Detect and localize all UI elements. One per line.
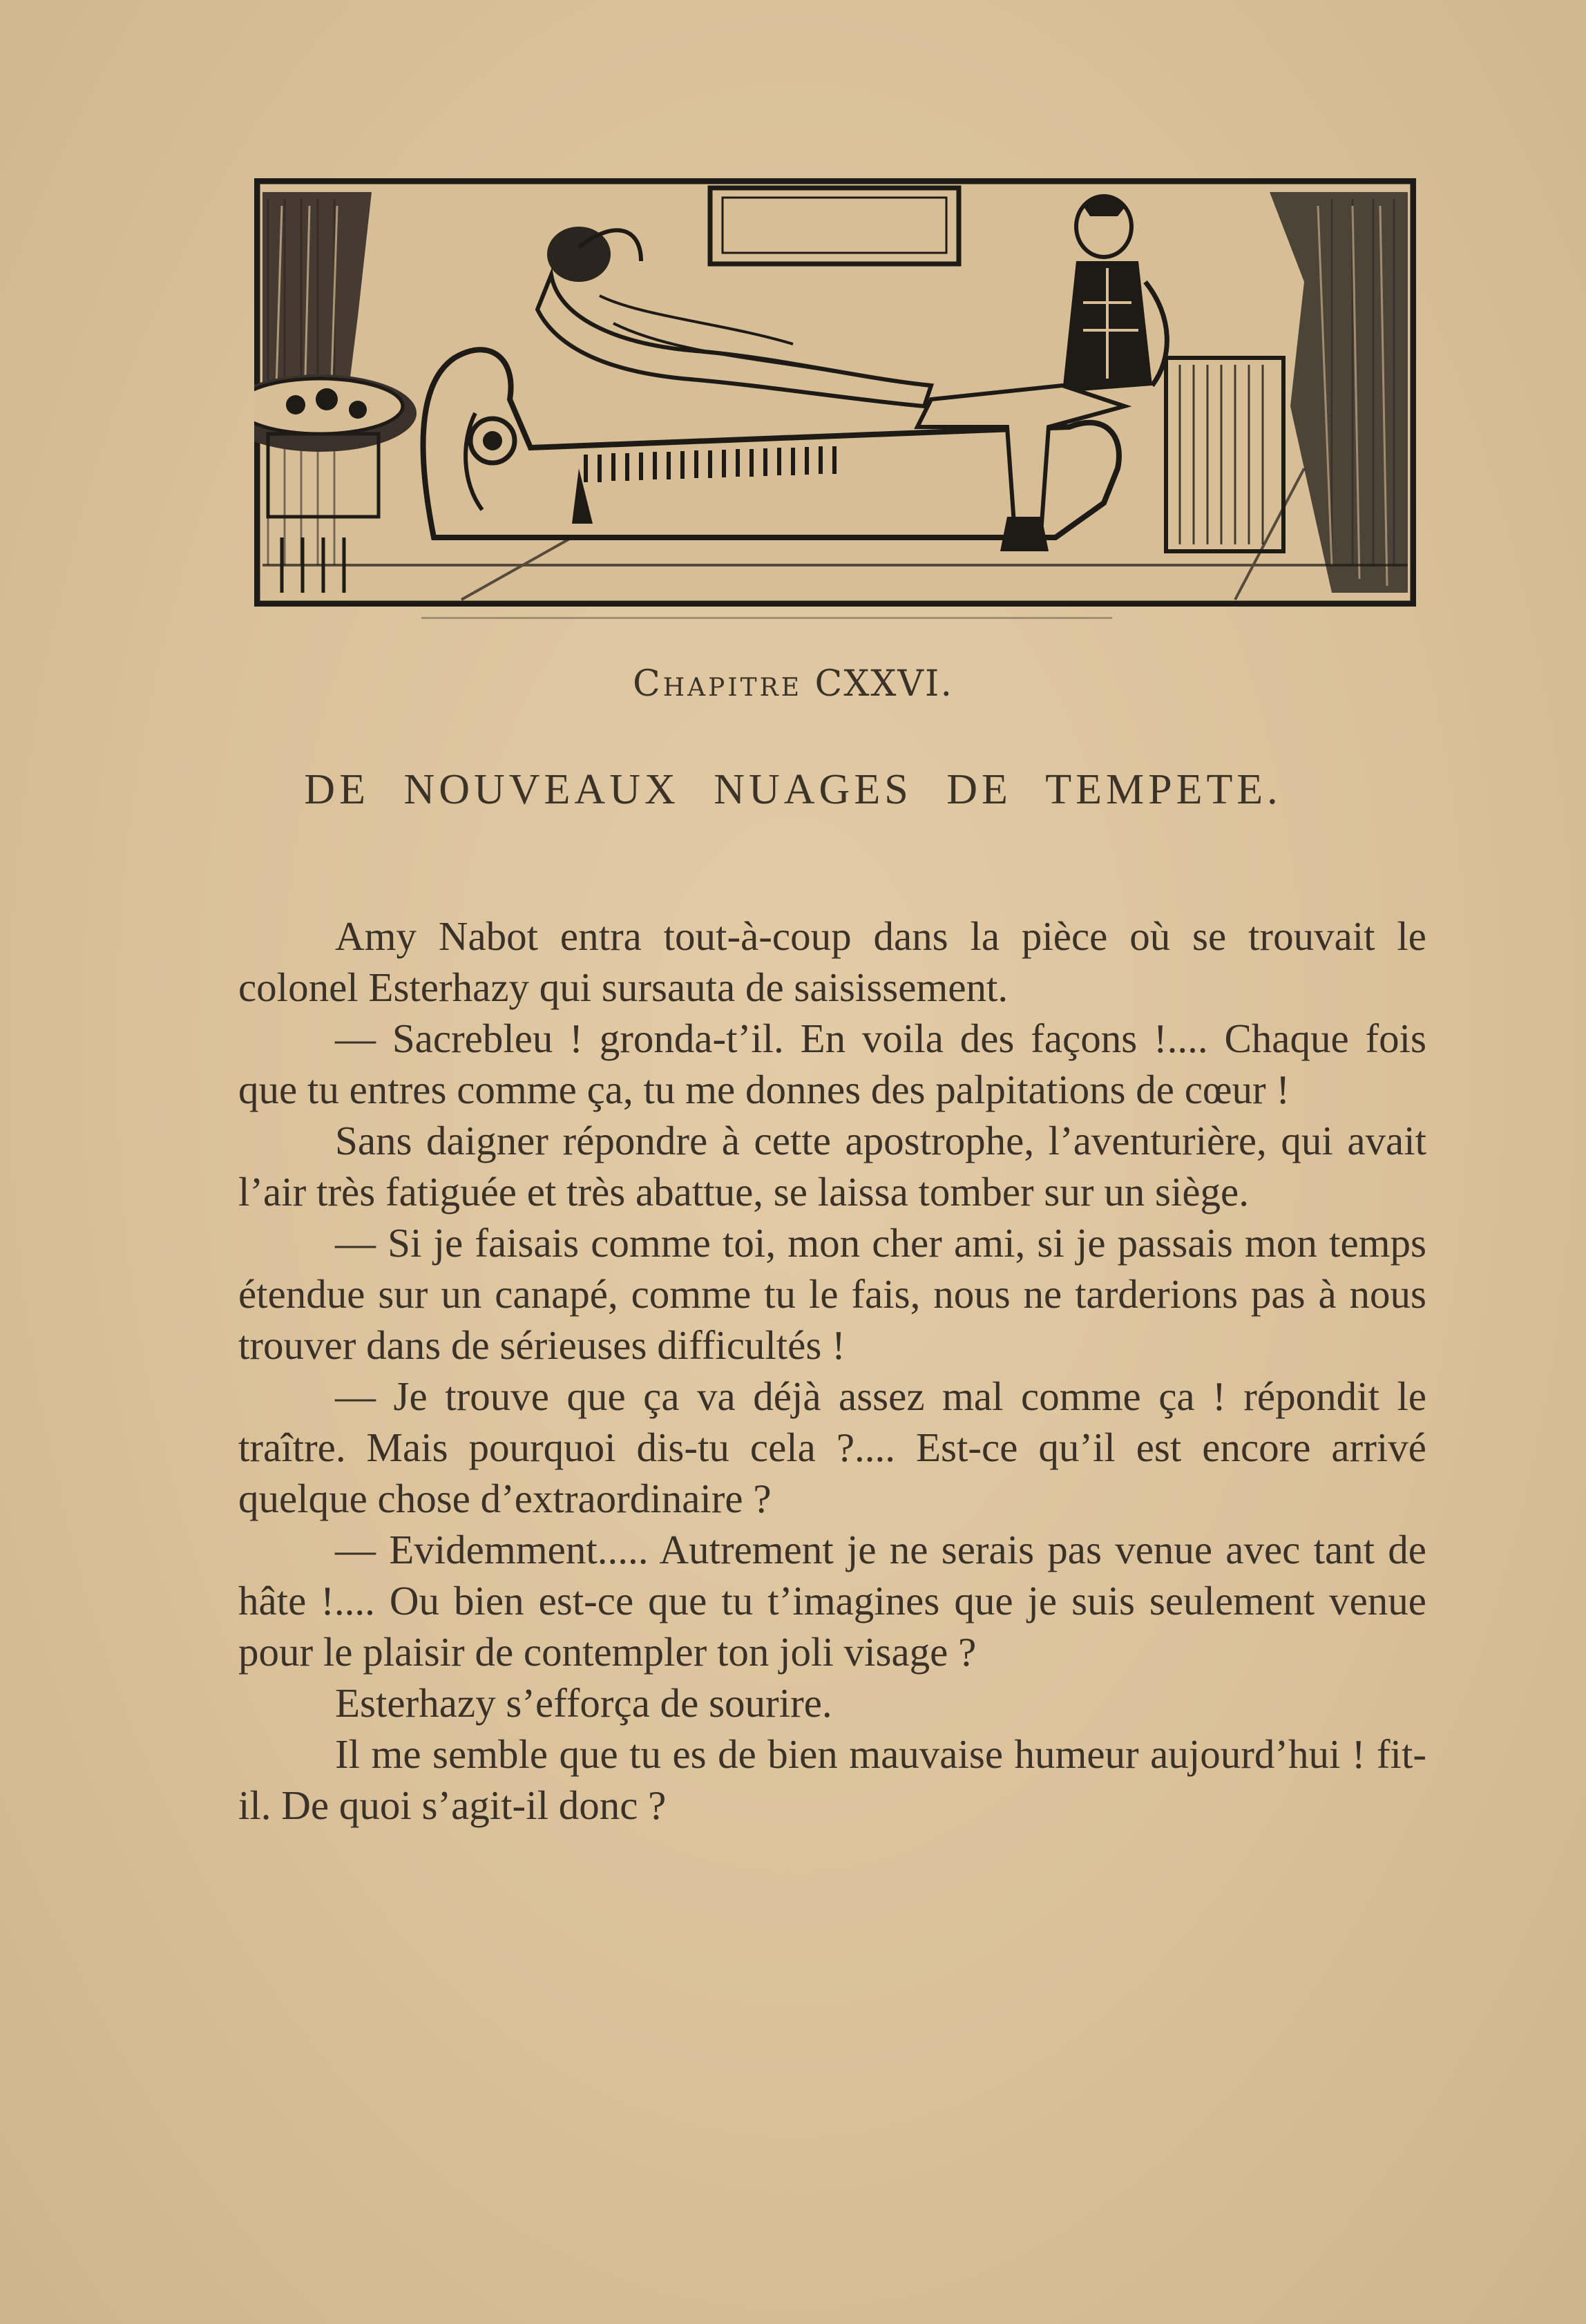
paragraph: — Evidemment..... Autrement je ne serais pas venue avec tant de hâte !.... Ou bien est-ce que tu t’imagines que je suis seulement venue pour le plaisir de contempler ton joli visage ? [238,1527,1426,1675]
paragraph: Esterhazy s’efforça de sourire. [335,1680,832,1726]
paragraph: — Si je faisais comme toi, mon cher ami, si je passais mon temps étendue sur un canapé, comme tu le fais, nous ne tarderions pas à nous trouver dans de sérieuses difficultés ! [238,1220,1426,1368]
chapter-number: CXXVI. [814,663,953,705]
paragraph: — Je trouve que ça va déjà assez mal comme ça ! répondit le traître. Mais pourquoi dis-tu cela ?.... Est-ce qu’il est encore arrivé quelque chose d’extraordinaire ? [238,1373,1426,1521]
chapter-illustration [254,178,1416,607]
chapter-title: DE NOUVEAUX NUAGES DE TEMPETE. [304,766,1282,813]
chapter-label: Chapitre [632,663,803,705]
chapter-heading [0,663,1586,705]
chapter-text [238,911,1426,1831]
paragraph: — Sacrebleu ! gronda-t’il. En voila des façons !.... Chaque fois que tu entres comme ça, tu me donnes des palpitations de cœur ! [238,1016,1426,1112]
paragraph: Il me semble que tu es de bien mauvaise humeur aujourd’hui ! fit-il. De quoi s’agit-il donc ? [238,1731,1426,1828]
illustration-underline [421,617,1112,619]
paragraph: Amy Nabot entra tout-à-coup dans la pièce où se trouvait le colonel Esterhazy qui sursauta de saisissement. [238,913,1426,1010]
paragraph: Sans daigner répondre à cette apostrophe, l’aventurière, qui avait l’air très fatiguée et très abattue, se laissa tomber sur un siège. [238,1118,1426,1215]
engraving-salon-scene [254,178,1416,607]
